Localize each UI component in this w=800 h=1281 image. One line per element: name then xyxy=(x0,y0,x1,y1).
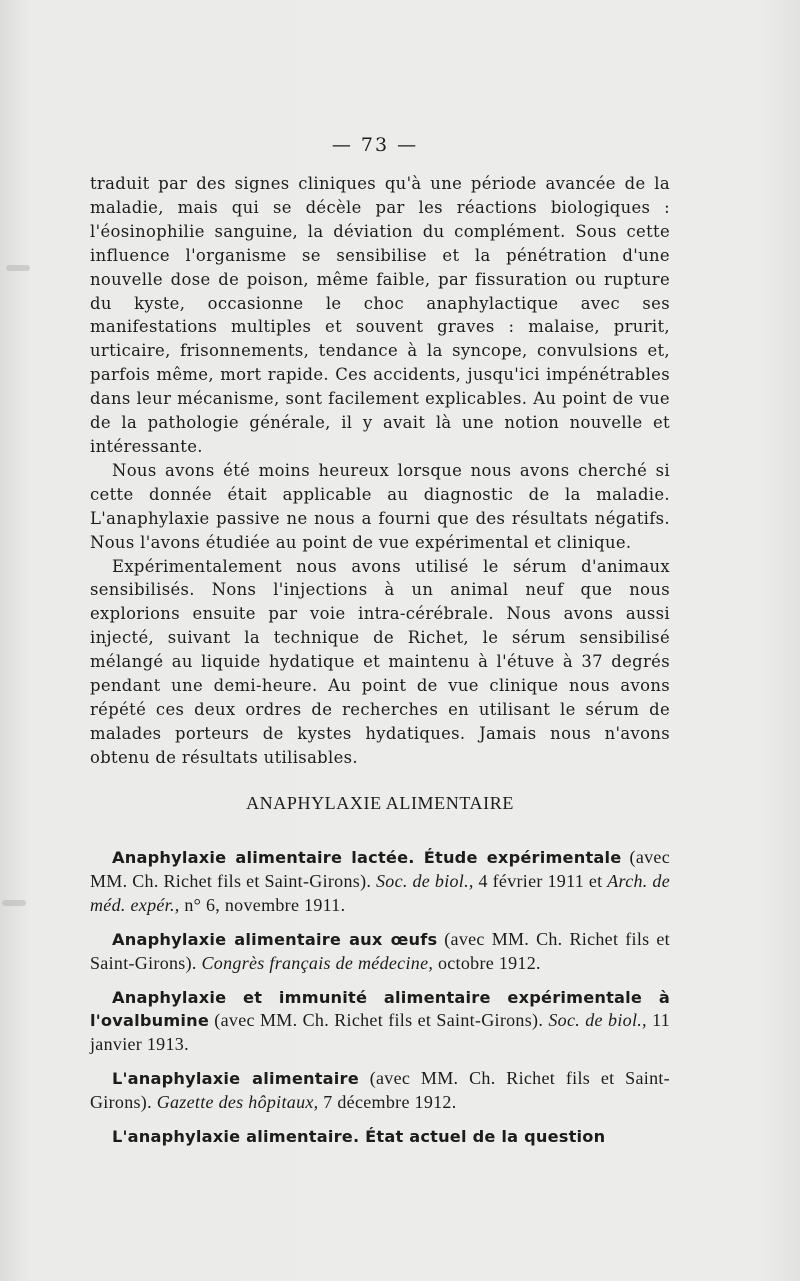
entry-journal: Gazette des hôpitaux, xyxy=(156,1092,319,1113)
bibliography-list xyxy=(90,846,670,1159)
bibliography-entry xyxy=(90,1067,670,1115)
entry-text: (avec MM. Ch. Richet fils et Saint-Girons). xyxy=(90,928,670,973)
entry-text: 7 décembre 1912. xyxy=(318,1092,457,1113)
entry-title: Anaphylaxie alimentaire aux œufs xyxy=(112,929,438,949)
entry-title: Anaphylaxie et immunité alimentaire expérimentale à l'ovalbumine xyxy=(90,987,670,1031)
entry-text: (avec MM. Ch. Richet fils et Saint-Girons). xyxy=(90,1068,670,1113)
paragraph: Nous avons été moins heureux lorsque nous avons cherché si cette donnée était applicable au diagnostic de la maladie. L'anaphylaxie passive ne nous a fourni que des résultats négatifs. Nous l'avons étudiée au point de vue expérimental et clinique. xyxy=(90,460,670,552)
entry-text: (avec MM. Ch. Richet fils et Saint-Girons). xyxy=(90,847,670,891)
entry-title: L'anaphylaxie alimentaire. État actuel de la question xyxy=(112,1127,606,1147)
entry-text: 11 janvier 1913. xyxy=(90,1010,671,1055)
entry-text: (avec MM. Ch. Richet fils et Saint-Girons). xyxy=(209,1010,549,1031)
entry-text: n° 6, novembre 1911. xyxy=(179,894,346,915)
margin-smudge xyxy=(6,265,30,271)
margin-smudge xyxy=(2,900,26,906)
entry-journal: Congrès français de médecine, xyxy=(201,952,434,973)
page-number: — 73 — xyxy=(331,134,419,156)
body-text xyxy=(90,172,670,770)
entry-journal: Soc. de biol., xyxy=(375,870,474,891)
bibliography-entry xyxy=(90,1125,670,1149)
entry-journal: Soc. de biol., xyxy=(548,1010,647,1031)
entry-text: octobre 1912. xyxy=(433,952,541,973)
paragraph: Expérimentalement nous avons utilisé le sérum d'animaux sensibilisés. Nons l'injections à un animal neuf que nous explorions ensuite par voie intra-cérébrale. Nous avons aussi injecté, suivant la technique de Richet, le sérum sensibilisé mélangé au liquide hydatique et maintenu à l'étuve à 37 degrés pendant une demi-heure. Au point de vue clinique nous avons répété ces deux ordres de recherches en utilisant le sérum de malades porteurs de kystes hydatiques. Jamais nous n'avons obtenu de résultats utilisables. xyxy=(90,556,670,767)
bibliography-entry xyxy=(90,986,670,1058)
entry-text: 4 février 1911 et xyxy=(473,870,608,891)
entry-title: L'anaphylaxie alimentaire xyxy=(112,1069,359,1089)
bibliography-entry xyxy=(90,928,670,976)
section-heading: ANAPHYLAXIE ALIMENTAIRE xyxy=(246,793,514,813)
entry-title: Anaphylaxie alimentaire lactée. Étude expérimentale xyxy=(112,848,622,867)
bibliography-entry xyxy=(90,846,670,918)
entry-journal: Arch. de méd. expér., xyxy=(90,870,670,915)
paragraph: traduit par des signes cliniques qu'à une période avancée de la maladie, mais qui se décèle par les réactions biologiques : l'éosinophilie sanguine, la déviation du complément. Sous cette influence l'organisme se sensibilise et la pénétration d'une nouvelle dose de poison, même faible, par fissuration ou rupture du kyste, occasionne le choc anaphylactique avec ses manifestations multiples et souvent graves : malaise, prurit, urticaire, frisonnements, tendance à la syncope, convulsions et, parfois même, mort rapide. Ces accidents, jusqu'ici impénétrables dans leur mécanisme, sont facilement explicables. Au point de vue de la pathologie générale, il y avait là une notion nouvelle et intéressante. xyxy=(90,174,670,456)
